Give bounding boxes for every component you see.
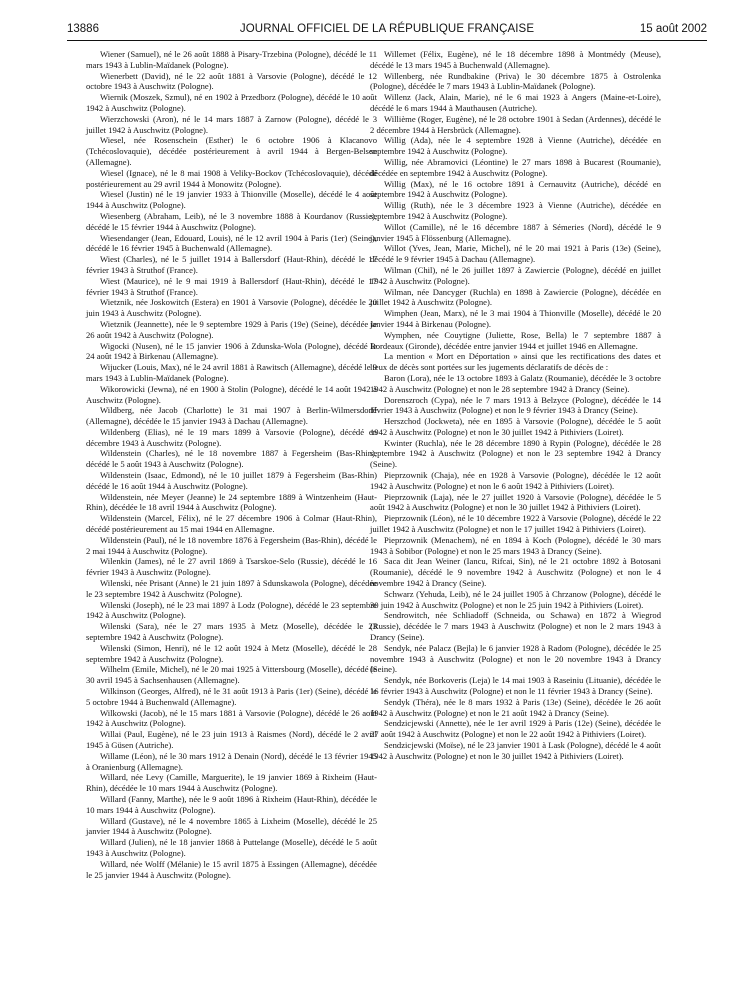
- entry-paragraph: Sendzicjewski (Moïse), né le 23 janvier 1901 à Lask (Pologne), décédé le 4 août 1942 à Auschwitz (Pologne) et non le 30 juillet 1942 à Pithiviers (Loiret).: [370, 740, 661, 761]
- entry-paragraph: Herszchod (Jockweta), née en 1895 à Varsovie (Pologne), décédée le 5 août 1942 à Auschwitz (Pologne) et non le 30 juillet 1942 à Pithiviers (Loiret).: [370, 416, 661, 437]
- entry-paragraph: Willig (Ada), née le 4 septembre 1928 à Vienne (Autriche), décédée en septembre 1942 à Auschwitz (Pologne).: [370, 135, 661, 157]
- entry-paragraph: Wildenberg (Elias), né le 19 mars 1899 à Varsovie (Pologne), décédé en décembre 1943 à Auschwitz (Pologne).: [86, 426, 377, 448]
- page-header: [67, 22, 707, 41]
- entry-paragraph: Willard (Julien), né le 18 janvier 1868 à Puttelange (Moselle), décédé le 5 août 1943 à Auschwitz (Pologne).: [86, 837, 377, 858]
- entry-paragraph: Wilman (Chil), né le 26 juillet 1897 à Zawiercie (Pologne), décédé en juillet 1942 à Auschwitz (Pologne).: [370, 264, 661, 286]
- issue-date: 15 août 2002: [639, 23, 707, 35]
- entry-paragraph: Willig, née Abramovici (Léontine) le 27 mars 1898 à Bucarest (Roumanie), décédée en septembre 1942 à Auschwitz (Pologne).: [370, 156, 661, 178]
- entry-paragraph: Wiesenberg (Abraham, Leib), né le 3 novembre 1888 à Kourdanov (Russie), décédé le 15 février 1944 à Auschwitz (Pologne).: [86, 210, 377, 232]
- entry-paragraph: Willenz (Jack, Alain, Marie), né le 6 mai 1923 à Angers (Maine-et-Loire), décédé le 6 mars 1944 à Mauthausen (Autriche).: [370, 92, 661, 113]
- entry-paragraph: Wilenski (Simon, Henri), né le 12 août 1924 à Metz (Moselle), décédé le 28 septembre 1942 à Auschwitz (Pologne).: [86, 642, 377, 664]
- entry-paragraph: Willième (Roger, Eugène), né le 28 octobre 1901 à Sedan (Ardennes), décédé le 2 décembre 1944 à Hersbrück (Allemagne).: [370, 113, 661, 135]
- entry-paragraph: Willig (Ruth), née le 3 décembre 1923 à Vienne (Autriche), décédée en septembre 1942 à Auschwitz (Pologne).: [370, 200, 661, 221]
- entry-paragraph: Willard (Gustave), né le 4 novembre 1865 à Lixheim (Moselle), décédé le 25 janvier 1944 à Auschwitz (Pologne).: [86, 815, 377, 837]
- entry-paragraph: Willot (Yves, Jean, Marie, Michel), né le 20 mai 1921 à Paris (13e) (Seine), décédé le 9 février 1945 à Dachau (Allemagne).: [370, 243, 661, 265]
- entry-paragraph: Wiest (Maurice), né le 9 mai 1919 à Ballersdorf (Haut-Rhin), décédé le 17 février 1943 à Struthof (France).: [86, 275, 377, 297]
- entry-paragraph: Wiesel (Justin) né le 19 janvier 1933 à Thionville (Moselle), décédé le 4 août 1944 à Auschwitz (Pologne).: [86, 189, 377, 211]
- entry-paragraph: Willemet (Félix, Eugène), né le 18 décembre 1898 à Montmédy (Meuse), décédé le 13 mars 1945 à Buchenwald (Allemagne).: [370, 49, 661, 70]
- entry-paragraph: Willenberg, née Rundbakine (Priva) le 30 décembre 1875 à Ostrolenka (Pologne), décédée le 7 mars 1943 à Lublin-Maïdanek (Pologne).: [370, 70, 661, 92]
- entry-paragraph: Willard (Fanny, Marthe), née le 9 août 1896 à Rixheim (Haut-Rhin), décédée le 10 mars 1944 à Auschwitz (Pologne).: [86, 793, 377, 815]
- page-number: 13886: [67, 23, 99, 35]
- entry-paragraph: Pieprzownik (Léon), né le 10 décembre 1922 à Varsovie (Pologne), décédé le 22 juillet 1942 à Auschwitz (Pologne) et non le 17 juillet 1942 à Pithiviers (Loiret).: [370, 513, 661, 535]
- entry-paragraph: Wilenkin (James), né le 27 avril 1869 à Tsarskoe-Selo (Russie), décédé le 16 février 1943 à Auschwitz (Pologne).: [86, 556, 377, 578]
- entry-paragraph: Wimphen (Jean, Marx), né le 3 mai 1904 à Thionville (Moselle), décédé le 20 janvier 1944 à Birkenau (Pologne).: [370, 308, 661, 329]
- entry-paragraph: Wilenski (Joseph), né le 23 mai 1897 à Lodz (Pologne), décédé le 23 septembre 1942 à Auschwitz (Pologne).: [86, 599, 377, 621]
- entry-paragraph: Willard, née Wolff (Mélanie) le 15 avril 1875 à Essingen (Allemagne), décédée le 25 janvier 1944 à Auschwitz (Pologne).: [86, 858, 377, 880]
- entry-paragraph: Dorenszroch (Cypa), née le 7 mars 1913 à Belzyce (Pologne), décédée le 14 février 1943 à Auschwitz (Pologne) et non le 9 février 1943 à Drancy (Seine).: [370, 394, 661, 416]
- entry-paragraph: Willot (Camille), né le 16 décembre 1887 à Sémeries (Nord), décédé le 9 janvier 1945 à Flössenburg (Allemagne).: [370, 221, 661, 243]
- entry-paragraph: Wietznik (Jeannette), née le 9 septembre 1929 à Paris (19e) (Seine), décédée le 26 août 1942 à Auschwitz (Pologne).: [86, 318, 377, 340]
- entry-paragraph: Baron (Lora), née le 13 octobre 1893 à Galatz (Roumanie), décédée le 3 octobre 1942 à Auschwitz (Pologne) et non le 28 septembre 1942 à Drancy (Seine).: [370, 372, 661, 394]
- entry-paragraph: Wiest (Charles), né le 5 juillet 1914 à Ballersdorf (Haut-Rhin), décédé le 17 février 1943 à Struthof (France).: [86, 254, 377, 275]
- entry-paragraph: Willard, née Levy (Camille, Marguerite), le 19 janvier 1869 à Rixheim (Haut-Rhin), décédée le 10 mars 1944 à Auschwitz (Pologne).: [86, 772, 377, 794]
- entry-paragraph: Wildenstein (Charles), né le 18 novembre 1887 à Fegersheim (Bas-Rhin), décédé le 5 août 1943 à Auschwitz (Pologne).: [86, 448, 377, 470]
- entry-paragraph: Sendyk, née Borkoveris (Leja) le 14 mai 1903 à Raseiniu (Lituanie), décédée le 16 février 1943 à Auschwitz (Pologne) et non le 11 février 1943 à Drancy (Seine).: [370, 675, 661, 697]
- entry-paragraph: Pieprzownik (Laja), née le 27 juillet 1920 à Varsovie (Pologne), décédée le 5 août 1942 à Auschwitz (Pologne) et non le 30 juillet 1942 à Pithiviers (Loiret).: [370, 491, 661, 513]
- entry-paragraph: Wilenski (Sara), née le 27 mars 1935 à Metz (Moselle), décédée le 23 septembre 1942 à Auschwitz (Pologne).: [86, 621, 377, 643]
- entry-paragraph: Wildenstein (Marcel, Félix), né le 27 décembre 1906 à Colmar (Haut-Rhin), décédé postérieurement au 15 mai 1944 en Allemagne.: [86, 513, 377, 535]
- entry-paragraph: Willame (Léon), né le 30 mars 1912 à Denain (Nord), décédé le 13 février 1945 à Oranienburg (Allemagne).: [86, 750, 377, 772]
- entry-paragraph: Wigocki (Nusen), né le 15 janvier 1906 à Zdunska-Wola (Pologne), décédé le 24 août 1942 à Birkenau (Allemagne).: [86, 340, 377, 362]
- entry-paragraph: Wilman, née Dancyger (Ruchla) en 1898 à Zawiercie (Pologne), décédée en juillet 1942 à Auschwitz (Pologne).: [370, 286, 661, 308]
- entry-paragraph: Wilkowski (Jacob), né le 15 mars 1881 à Varsovie (Pologne), décédé le 26 août 1942 à Auschwitz (Pologne).: [86, 707, 377, 729]
- entry-paragraph: Wildenstein (Paul), né le 18 novembre 1876 à Fegersheim (Bas-Rhin), décédé le 2 mai 1944 à Auschwitz (Pologne).: [86, 534, 377, 556]
- entry-paragraph: Pieprzownik (Menachem), né en 1894 à Koch (Pologne), décédé le 30 mars 1943 à Sobibor (Pologne) et non le 25 mars 1943 à Drancy (Seine).: [370, 534, 661, 556]
- entry-paragraph: Wiesel (Ignace), né le 8 mai 1908 à Veliky-Bockov (Tchécoslovaquie), décédé postérieurement au 29 avril 1944 à Monowitz (Pologne).: [86, 167, 377, 189]
- entry-paragraph: Wietznik, née Joskowitch (Estera) en 1901 à Varsovie (Pologne), décédée le 20 juin 1943 à Auschwitz (Pologne).: [86, 297, 377, 319]
- entry-paragraph: Wildenstein (Isaac, Edmond), né le 10 juillet 1879 à Fegersheim (Bas-Rhin) décédé le 16 août 1944 à Auschwitz (Pologne).: [86, 470, 377, 491]
- entry-paragraph: Wiener (Samuel), né le 26 août 1888 à Pisary-Trzebina (Pologne), décédé le 11 mars 1943 à Lublin-Maïdanek (Pologne).: [86, 49, 377, 70]
- entry-paragraph: Wildberg, née Jacob (Charlotte) le 31 mai 1907 à Berlin-Wilmersdorff (Allemagne), décédée le 15 janvier 1943 à Dachau (Allemagne).: [86, 405, 377, 427]
- entry-paragraph: Wiernik (Moszek, Szmul), né en 1902 à Przedborz (Pologne), décédé le 10 août 1942 à Auschwitz (Pologne).: [86, 92, 377, 113]
- entry-paragraph: Wiesel, née Rosenschein (Esther) le 6 octobre 1906 à Klacanovo (Tchécoslovaquie), décédée postérieurement à avril 1944 à Bergen-Belsen (Allemagne).: [86, 135, 377, 167]
- entry-paragraph: Wymphen, née Couytigne (Juliette, Rose, Bella) le 7 septembre 1887 à Bordeaux (Gironde), décédée entre janvier 1944 et juillet 1946 en Allemagne.: [370, 329, 661, 351]
- entry-paragraph: Willai (Paul, Eugène), né le 23 juin 1913 à Raismes (Nord), décédé le 2 avril 1945 à Güsen (Autriche).: [86, 729, 377, 750]
- entry-paragraph: Wijucker (Louis, Max), né le 24 avril 1881 à Rawitsch (Allemagne), décédé le 9 mars 1943 à Lublin-Maïdanek (Pologne).: [86, 362, 377, 383]
- journal-title: JOURNAL OFFICIEL DE LA RÉPUBLIQUE FRANÇAISE: [239, 23, 535, 35]
- entry-paragraph: Sendzicjewski (Annette), née le 1er avril 1929 à Paris (12e) (Seine), décédée le 27 août 1942 à Auschwitz (Pologne) et non le 22 août 1942 à Pithiviers (Loiret).: [370, 718, 661, 740]
- entry-paragraph: Pieprzownik (Chaja), née en 1928 à Varsovie (Pologne), décédée le 12 août 1942 à Auschwitz (Pologne) et non le 6 août 1942 à Pithiviers (Loiret).: [370, 470, 661, 491]
- entry-paragraph: Sendyk, née Palacz (Bejla) le 6 janvier 1928 à Radom (Pologne), décédée le 25 novembre 1943 à Auschwitz (Pologne) et non le 20 novembre 1943 à Drancy (Seine).: [370, 642, 661, 675]
- entry-paragraph: Wienerbett (David), né le 22 août 1881 à Varsovie (Pologne), décédé le 12 octobre 1943 à Auschwitz (Pologne).: [86, 70, 377, 92]
- entry-paragraph: Schwarz (Yehuda, Leib), né le 24 juillet 1905 à Chrzanow (Pologne), décédé le 30 juin 1942 à Auschwitz (Pologne) et non le 25 juin 1942 à Pithiviers (Loiret).: [370, 588, 661, 610]
- entry-paragraph: Wilhelm (Emile, Michel), né le 20 mai 1925 à Vittersbourg (Moselle), décédé le 30 avril 1945 à Sachsenhausen (Allemagne).: [86, 664, 377, 686]
- entry-paragraph: Wikorowicki (Jewna), né en 1900 à Stolin (Pologne), décédé le 14 août 1942 à Auschwitz (Pologne).: [86, 383, 377, 405]
- right-column: [370, 49, 661, 762]
- entry-paragraph: Wiesendanger (Jean, Edouard, Louis), né le 12 avril 1904 à Paris (1er) (Seine), décédé le 16 février 1945 à Buchenwald (Allemagne).: [86, 232, 377, 254]
- entry-paragraph: Wierzchowski (Aron), né le 14 mars 1887 à Zarnow (Pologne), décédé le 3 juillet 1942 à Auschwitz (Pologne).: [86, 113, 377, 135]
- entry-paragraph: Wilkinson (Georges, Alfred), né le 31 août 1913 à Paris (1er) (Seine), décédé le 5 octobre 1944 à Buchenwald (Allemagne).: [86, 686, 377, 707]
- entry-paragraph: Kwinter (Ruchla), née le 28 décembre 1890 à Rypin (Pologne), décédée le 28 septembre 1942 à Auschwitz (Pologne) et non le 23 septembre 1942 à Drancy (Seine).: [370, 437, 661, 470]
- entry-paragraph: La mention « Mort en Déportation » ainsi que les rectifications des dates et lieux de décès sont portées sur les jugements déclaratifs de décès de :: [370, 351, 661, 373]
- entry-paragraph: Wildenstein, née Meyer (Jeanne) le 24 septembre 1889 à Wintzenheim (Haut-Rhin), décédée le 18 avril 1944 à Auschwitz (Pologne).: [86, 491, 377, 513]
- entry-paragraph: Sendyk (Théra), née le 8 mars 1932 à Paris (13e) (Seine), décédée le 26 août 1942 à Auschwitz (Pologne) et non le 21 août 1942 à Drancy (Seine).: [370, 696, 661, 718]
- entry-paragraph: Wilenski, née Prisant (Anne) le 21 juin 1897 à Sdunskawola (Pologne), décédée le 23 septembre 1942 à Auschwitz (Pologne).: [86, 578, 377, 599]
- entry-paragraph: Sendrowitch, née Schliadoff (Schneida, ou Schawa) en 1872 à Wiegrod (Russie), décédée le 7 mars 1943 à Auschwitz (Pologne) et non le 2 mars 1943 à Drancy (Seine).: [370, 610, 661, 643]
- left-column: [86, 49, 377, 880]
- entry-paragraph: Saca dit Jean Weiner (Iancu, Rifcai, Sin), né le 21 octobre 1892 à Botosani (Roumanie), décédé le 9 novembre 1942 à Auschwitz (Pologne) et non le 4 novembre 1942 à Drancy (Seine).: [370, 556, 661, 589]
- entry-paragraph: Willig (Max), né le 16 octobre 1891 à Cernauvitz (Autriche), décédé en septembre 1942 à Auschwitz (Pologne).: [370, 178, 661, 200]
